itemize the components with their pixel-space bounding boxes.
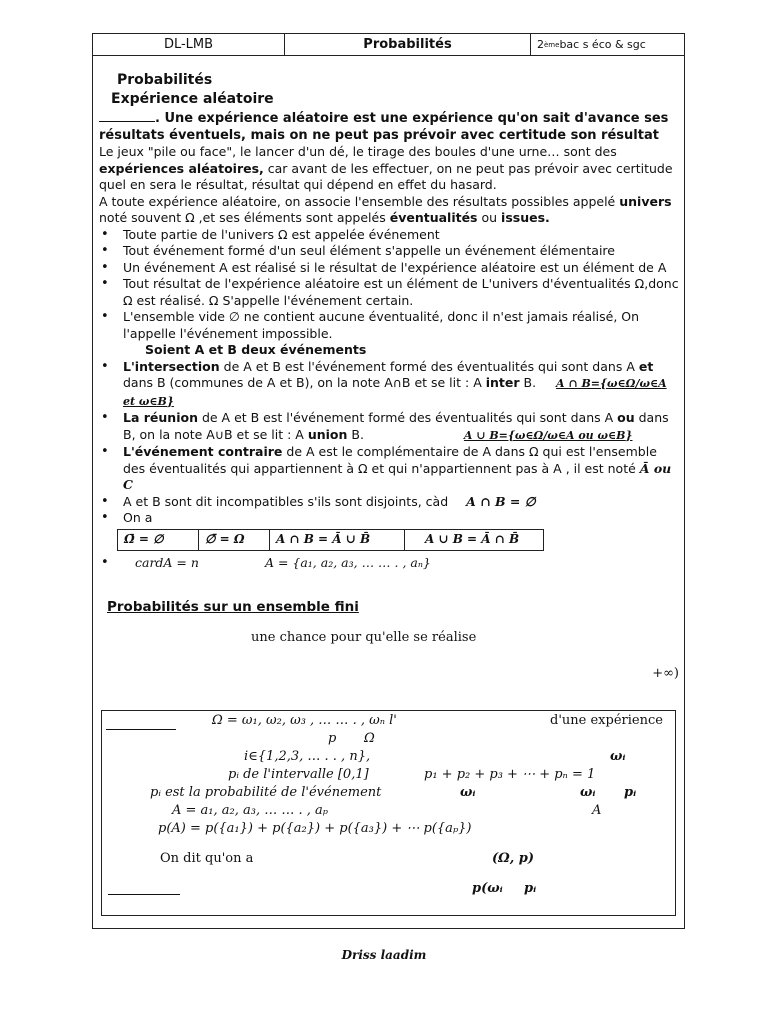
list-item-incompatible: • A et B sont dit incompatibles s'ils sont disjoints, càd A ∩ B = ∅ <box>99 494 679 511</box>
list-item-contraire: • L'événement contraire de A est le complémentaire de A dans Ω qui est l'ensemble des éventualités qui appartiennent à Ω et qui n'appartiennent pas à A , il est noté Ā ou C <box>99 444 679 494</box>
header-row <box>93 34 684 56</box>
union-formula: A ∪ B={ω∈Ω/ω∈A ou ω∈B} <box>463 428 633 442</box>
list-item: • Tout résultat de l'expérience aléatoire est un élément de L'univers d'éventualités Ω,donc Ω est réalisé. Ω S'appelle l'événement certain. <box>99 276 679 309</box>
section-title: Probabilités <box>117 72 213 88</box>
card-list <box>99 555 679 572</box>
header-class: 2 ème bac s éco & sgc <box>537 38 646 51</box>
table-cell: A ∪ B = Ā ∩ B̄ <box>405 529 544 550</box>
contraire-formula: Ā ou C <box>123 460 672 492</box>
blank-line <box>99 109 155 122</box>
table-cell: Ω̄ = ∅ <box>118 529 199 550</box>
omega-definition: Ω = ω₁, ω₂, ω₃ , … … . , ωₙ l' <box>212 713 397 728</box>
paragraph-univers: A toute expérience aléatoire, on associe l'ensemble des résultats possibles appelé univers noté souvent Ω ,et ses éléments sont appelés éventualités ou issues. <box>99 193 672 225</box>
table-cell: A ∩ B = Ā ∪ B̄ <box>270 529 405 550</box>
section-subtitle: Expérience aléatoire <box>111 90 274 107</box>
experience-text: d'une expérience <box>550 713 663 728</box>
blank-line <box>108 893 180 895</box>
incompatible-formula: A ∩ B = ∅ <box>466 493 536 509</box>
blank-line <box>106 717 176 730</box>
chance-text: une chance pour qu'elle se réalise <box>251 629 477 645</box>
section2-title: Probabilités sur un ensemble fini <box>107 599 359 615</box>
header-title: Probabilités <box>285 34 531 55</box>
soient-line: Soient A et B deux événements <box>145 342 367 357</box>
definition: . Une expérience aléatoire est une expérience qu'on sait d'avance ses résultats éventuels, mais on ne peut pas prévoir avec certitude son résultat <box>99 111 669 143</box>
header-left: DL-LMB <box>93 34 285 55</box>
list-item-on-a: • On a <box>99 510 679 527</box>
footer-author: Driss laadim <box>341 948 427 962</box>
sum-formula: p₁ + p₂ + p₃ + ⋯ + pₙ = 1 <box>424 767 596 782</box>
paragraph-examples: Le jeux "pile ou face", le lancer d'un dé, le tirage des boules d'une urne… sont des expériences aléatoires, car avant de les effectuer, on ne peut pas prévoir avec certitude quel en sera le résultat, résultat qui dépend en effet du hasard. <box>99 144 673 192</box>
list-item-intersection: • L'intersection de A et B est l'événement formé des éventualités qui sont dans A et dans B (communes de A et B), on la note A∩B et se lit : A inter B. A ∩ B={ω∈Ω/ω∈A et ω∈B} <box>99 359 679 411</box>
probability-box: Ω = ω₁, ω₂, ω₃ , … … . , ωₙ l' d'une expérience p Ω i∈{1,2,3, … . . , n}, ωᵢ pᵢ de l'intervalle [0,1] p₁ + p₂ + p₃ + ⋯ + pₙ = 1 pᵢ est la probabilité de l'événement ωᵢ ωᵢ pᵢ A = a₁, a₂, a₃, … … . , aₚ A p(A) = p({a₁}) + p({a₂}) + p({a₃}) + ⋯ p({aₚ}) On dit qu'on a (Ω, p) p(ωᵢ pᵢ <box>101 710 676 916</box>
definitions-list <box>99 227 679 343</box>
intersection-formula: A ∩ B={ω∈Ω/ω∈A et ω∈B} <box>123 377 667 408</box>
infinity-text: +∞) <box>652 666 679 681</box>
operations-list <box>99 359 679 527</box>
list-item: • Toute partie de l'univers Ω est appelée événement <box>99 227 679 244</box>
list-item: • L'ensemble vide ∅ ne contient aucune éventualité, donc il n'est jamais réalisé, On l'appelle l'événement impossible. <box>99 309 679 342</box>
operations-table <box>117 529 544 551</box>
list-item-card: • cardA = n A = {a₁, a₂, a₃, … … . , aₙ} <box>99 555 679 572</box>
content <box>99 72 679 683</box>
page-frame <box>92 33 685 929</box>
list-item-union: • La réunion de A et B est l'événement formé des éventualités qui sont dans A ou dans B, on la note A∪B et se lit : A union B. A ∪ B={ω∈Ω/ω∈A ou ω∈B} <box>99 410 679 444</box>
pa-formula: p(A) = p({a₁}) + p({a₂}) + p({a₃}) + ⋯ p({aₚ}) <box>158 821 472 836</box>
list-item: • Un événement A est réalisé si le résultat de l'expérience aléatoire est un élément de A <box>99 260 679 277</box>
table-cell: ∅̄ = Ω <box>199 529 270 550</box>
list-item: • Tout événement formé d'un seul élément s'appelle un événement élémentaire <box>99 243 679 260</box>
